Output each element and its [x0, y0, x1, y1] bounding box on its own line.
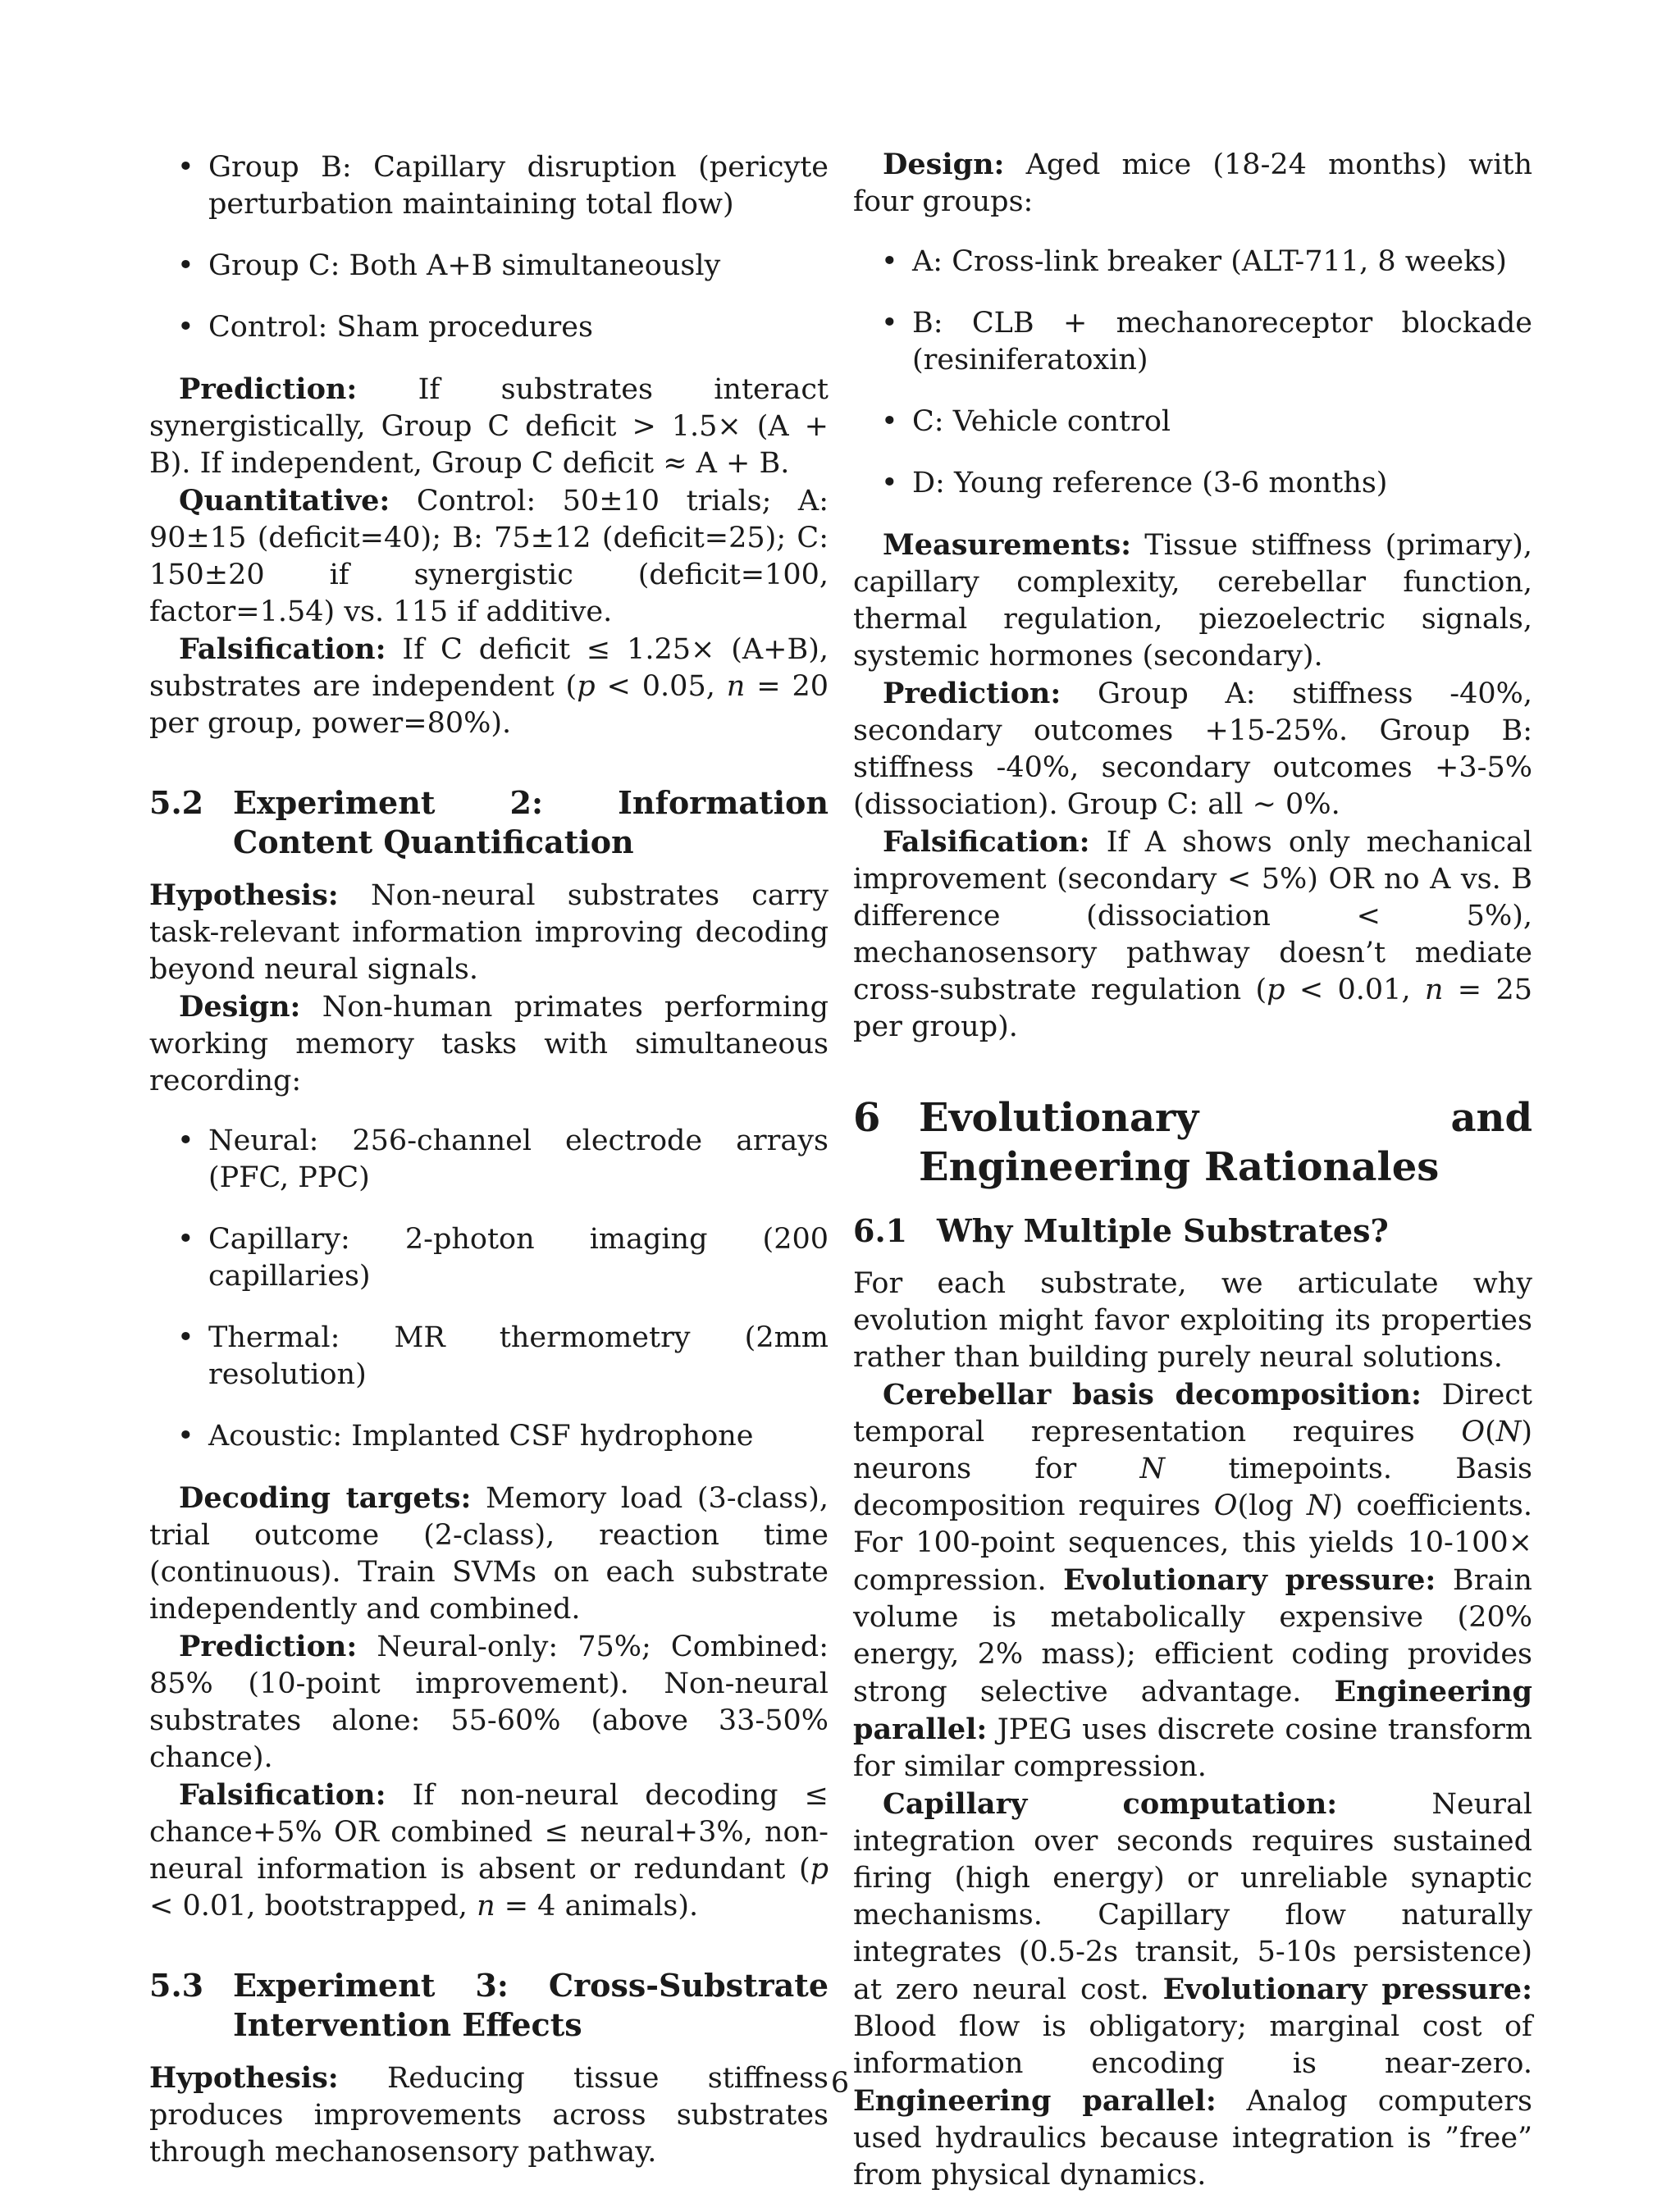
paragraph-label: Capillary computation: [883, 1787, 1338, 1821]
paragraph-label: Falsification: [179, 1778, 386, 1812]
decoding-targets-paragraph: Decoding targets: Memory load (3-class), trial outcome (2-class), reaction time (continuous). Train SVMs on each substrate independently and combined. [149, 1481, 829, 1626]
capillary-paragraph: Capillary computation: Neural integration over seconds requires sustained firing (high energy) or unreliable synaptic mechanisms. Capillary flow naturally integrates (0.5-2s transit, 5-10s persistence) at zero neural cost. Evolutionary pressure: Blood flow is obligatory; marginal cost of information encoding is near-zero. Engineering parallel: Analog computers used hydraulics because integration is ”free” from physical dynamics. [853, 1787, 1532, 2192]
section-heading-5-3: 5.3 Experiment 3: Cross-Substrate Intervention Effects [149, 1967, 829, 2043]
list-item: • Thermal: MR thermometry (2mm resolution) [149, 1320, 829, 1393]
list-item: • Group B: Capillary disruption (pericyte perturbation maintaining total flow) [149, 149, 829, 223]
paragraph-label: Design: [179, 990, 301, 1024]
paragraph-label: Evolutionary pressure: [1162, 1973, 1532, 2006]
paragraph-label: Cerebellar basis decomposition: [883, 1378, 1422, 1412]
list-item: • C: Vehicle control [853, 404, 1532, 440]
group-list [149, 149, 829, 346]
section-heading-5-2: 5.2 Experiment 2: Information Content Quantification [149, 784, 829, 860]
paragraph-label: Evolutionary pressure: [1063, 1563, 1436, 1597]
hypothesis-paragraph: Hypothesis: Non-neural substrates carry task-relevant information improving decoding beyond neural signals. [149, 878, 829, 986]
design-paragraph: Design: Aged mice (18-24 months) with four groups: [853, 148, 1532, 218]
measurements-paragraph: Measurements: Tissue stiffness (primary), capillary complexity, cerebellar function, thermal regulation, piezoelectric signals, systemic hormones (secondary). [853, 528, 1532, 673]
paragraph-label: Hypothesis: [149, 2061, 339, 2095]
paragraph-label: Quantitative: [179, 484, 390, 518]
list-item: • A: Cross-link breaker (ALT-711, 8 weeks) [853, 244, 1532, 281]
design-paragraph: Design: Non-human primates performing working memory tasks with simultaneous recording: [149, 990, 829, 1097]
list-item: • Neural: 256-channel electrode arrays (PFC, PPC) [149, 1123, 829, 1197]
left-column [149, 146, 829, 2171]
section-heading-6: 6 Evolutionary and Engineering Rationales [853, 1095, 1532, 1190]
falsification-paragraph: Falsification: If non-neural decoding ≤ chance+5% OR combined ≤ neural+3%, non-neural information is absent or redundant (p < 0.01, bootstrapped, n = 4 animals). [149, 1778, 829, 1923]
paragraph-label: Prediction: [883, 677, 1061, 710]
list-item: • B: CLB + mechanoreceptor blockade (resiniferatoxin) [853, 305, 1532, 379]
paragraph-label: Prediction: [179, 1630, 358, 1663]
paragraph-label: Falsification: [179, 632, 386, 666]
prediction-paragraph: Prediction: Group A: stiffness -40%, secondary outcomes +15-25%. Group B: stiffness -40%, secondary outcomes +3-5% (dissociation). Group C: all ∼ 0%. [853, 677, 1532, 821]
section-heading-6-1: 6.1 Why Multiple Substrates? [853, 1212, 1389, 1249]
page-number: 6 [830, 2067, 850, 2100]
paragraph-label: Engineering parallel: [853, 1675, 1532, 1746]
right-column [853, 146, 1532, 2194]
paragraph-label: Falsification: [883, 825, 1090, 859]
paragraph-label: Design: [883, 148, 1005, 181]
paragraph-label: Measurements: [883, 528, 1132, 562]
mice-group-list [853, 244, 1532, 502]
hypothesis-paragraph: Hypothesis: Reducing tissue stiffness produces improvements across substrates through mechanosensory pathway. [149, 2061, 829, 2169]
prediction-paragraph: Prediction: If substrates interact synergistically, Group C deficit > 1.5× (A + B). If independent, Group C deficit ≈ A + B. [149, 372, 829, 480]
paragraph-label: Decoding targets: [179, 1481, 472, 1515]
prediction-paragraph: Prediction: Neural-only: 75%; Combined: 85% (10-point improvement). Non-neural substrates alone: 55-60% (above 33-50% chance). [149, 1630, 829, 1774]
paragraph-label: Engineering parallel: [853, 2084, 1217, 2118]
quantitative-paragraph: Quantitative: Control: 50±10 trials; A: 90±15 (deficit=40); B: 75±12 (deficit=25); C: 150±20 if synergistic (deficit=100, factor=1.54) vs. 115 if additive. [149, 484, 829, 628]
falsification-paragraph: Falsification: If C deficit ≤ 1.25× (A+B), substrates are independent (p < 0.05, n = 20 per group, power=80%). [149, 632, 829, 740]
paragraph-label: Hypothesis: [149, 878, 339, 912]
list-item: • Capillary: 2-photon imaging (200 capillaries) [149, 1221, 829, 1295]
list-item: • D: Young reference (3-6 months) [853, 465, 1532, 502]
list-item: • Control: Sham procedures [149, 309, 829, 346]
cerebellar-paragraph: Cerebellar basis decomposition: Direct temporal representation requires O(N) neurons for N timepoints. Basis decomposition requires O(log N) coefficients. For 100-point sequences, this yields 10-100× compression. Evolutionary pressure: Brain volume is metabolically expensive (20% energy, 2% mass); efficient coding provides strong selective advantage. Engineering parallel: JPEG uses discrete cosine transform for similar compression. [853, 1378, 1532, 1783]
paragraph-label: Prediction: [179, 372, 358, 406]
intro-paragraph: For each substrate, we articulate why evolution might favor exploiting its properties rather than building purely neural solutions. [853, 1267, 1532, 1374]
recording-list [149, 1123, 829, 1455]
falsification-paragraph: Falsification: If A shows only mechanical improvement (secondary < 5%) OR no A vs. B difference (dissociation < 5%), mechanosensory pathway doesn’t mediate cross-substrate regulation (p < 0.01, n = 25 per group). [853, 825, 1532, 1043]
list-item: • Acoustic: Implanted CSF hydrophone [149, 1418, 829, 1455]
list-item: • Group C: Both A+B simultaneously [149, 248, 829, 285]
